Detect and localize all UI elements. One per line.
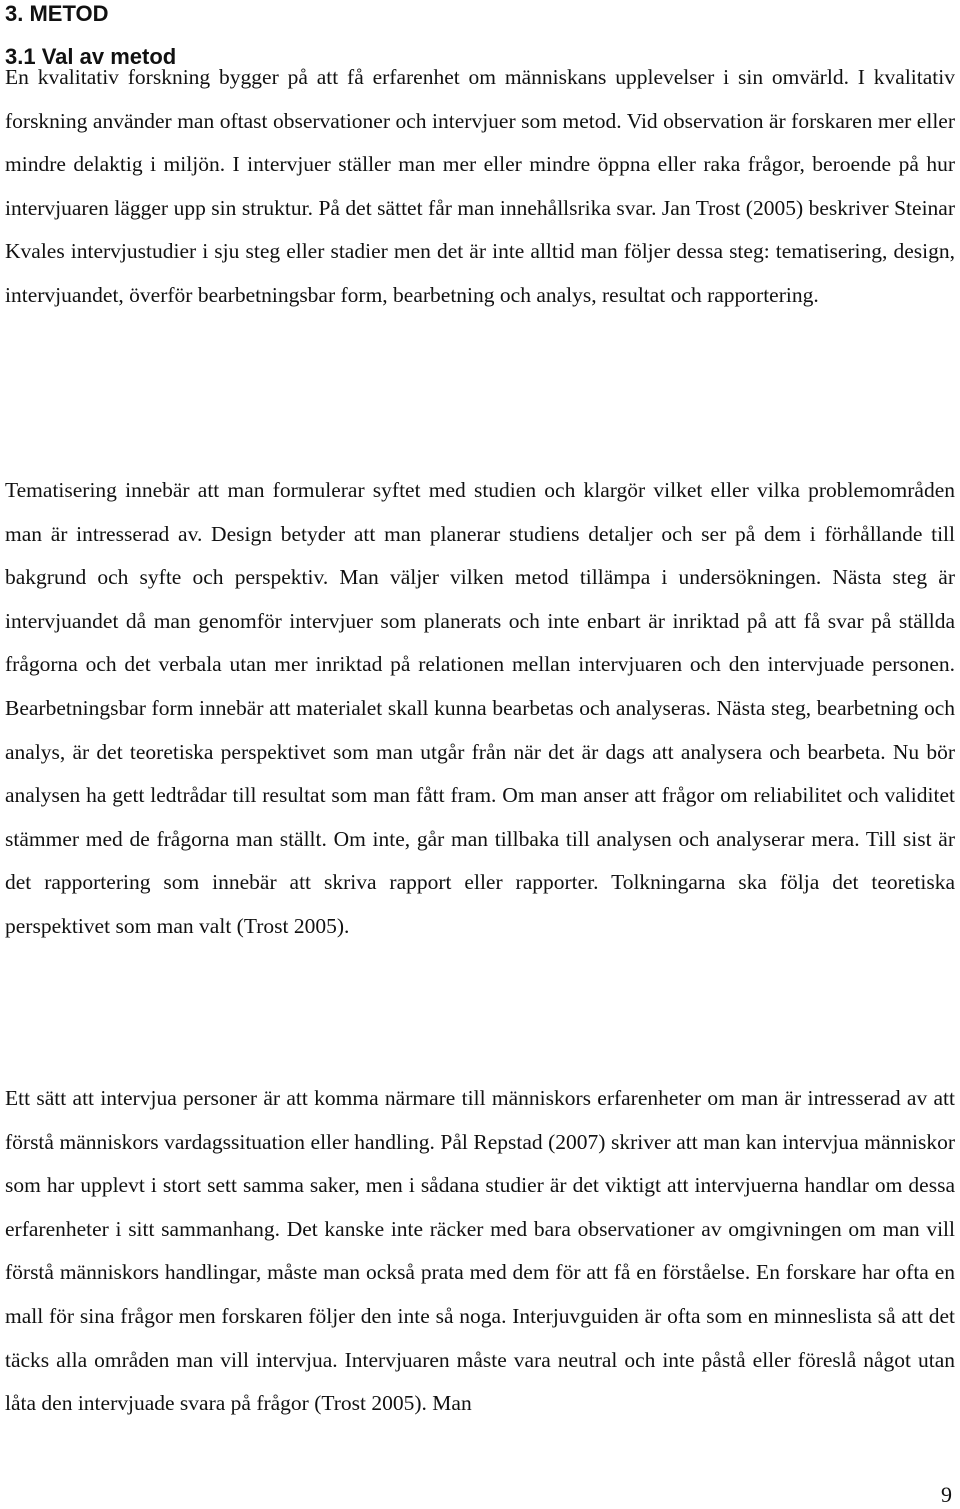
chapter-heading: 3. METOD [5,1,109,26]
page-number: 9 [941,1482,952,1507]
body-paragraph: Ett sätt att intervjua personer är att komma närmare till människors erfarenheter om man är intresserad av att förstå människors vardagssituation eller handling. Pål Repstad (2007) skriver att man kan intervjua människor som har upplevt i stort sett samma saker, men i sådana studier är det viktigt att intervjuerna handlar om dessa erfarenheter i sitt sammanhang. Det kanske inte räcker med bara observationer av omgivningen om man vill förstå människors handlingar, måste man också prata med dem för att få en förståelse. En forskare har ofta en mall för sina frågor men forskaren följer den inte så noga. Interjuvguiden är ofta som en minneslista så att det täcks alla områden man vill intervjua. Intervjuaren måste vara neutral och inte påstå eller föreslå något utan låta den intervjuade svara på frågor (Trost 2005). Man [5,1086,955,1416]
section-heading: 3.1 Val av metod [5,44,177,69]
body-paragraph: En kvalitativ forskning bygger på att få erfarenhet om människans upplevelser i sin omvärld. I kvalitativ forskning använder man oftast observationer och intervjuer som metod. Vid observation är forskaren mer eller mindre delaktig i miljön. I intervjuer ställer man mer eller mindre öppna eller raka frågor, beroende på hur intervjuaren lägger upp sin struktur. På det sättet får man innehållsrika svar. Jan Trost (2005) beskriver Steinar Kvales intervjustudier i sju steg eller stadier men det är inte alltid man följer dessa steg: tematisering, design, intervjuandet, överför bearbetningsbar form, bearbetning och analys, resultat och rapportering. [5,65,955,307]
body-paragraph: Tematisering innebär att man formulerar syftet med studien och klargör vilket eller vilka problemområden man är intresserad av. Design betyder att man planerar studiens detaljer och ser på dem i förhållande till bakgrund och syfte och perspektiv. Man väljer vilken metod tillämpa i undersökningen. Nästa steg är intervjuandet då man genomför intervjuer som planerats och inte enbart är inriktad på att få svar på ställda frågorna och det verbala utan mer inriktad på relationen mellan intervjuaren och den intervjuade personen. Bearbetningsbar form innebär att materialet skall kunna bearbetas och analyseras. Nästa steg, bearbetning och analys, är det teoretiska perspektivet som man utgår från när det är dags att analysera och bearbeta. Nu bör analysen ha gett ledtrådar till resultat som man fått fram. Om man anser att frågor om reliabilitet och validitet stämmer med de frågorna man ställt. Om inte, går man tillbaka till analysen och analyserar mera. Till sist är det rapportering som innebär att skriva rapport eller rapporter. Tolkningarna ska följa det teoretiska perspektivet som man valt (Trost 2005). [5,478,955,938]
